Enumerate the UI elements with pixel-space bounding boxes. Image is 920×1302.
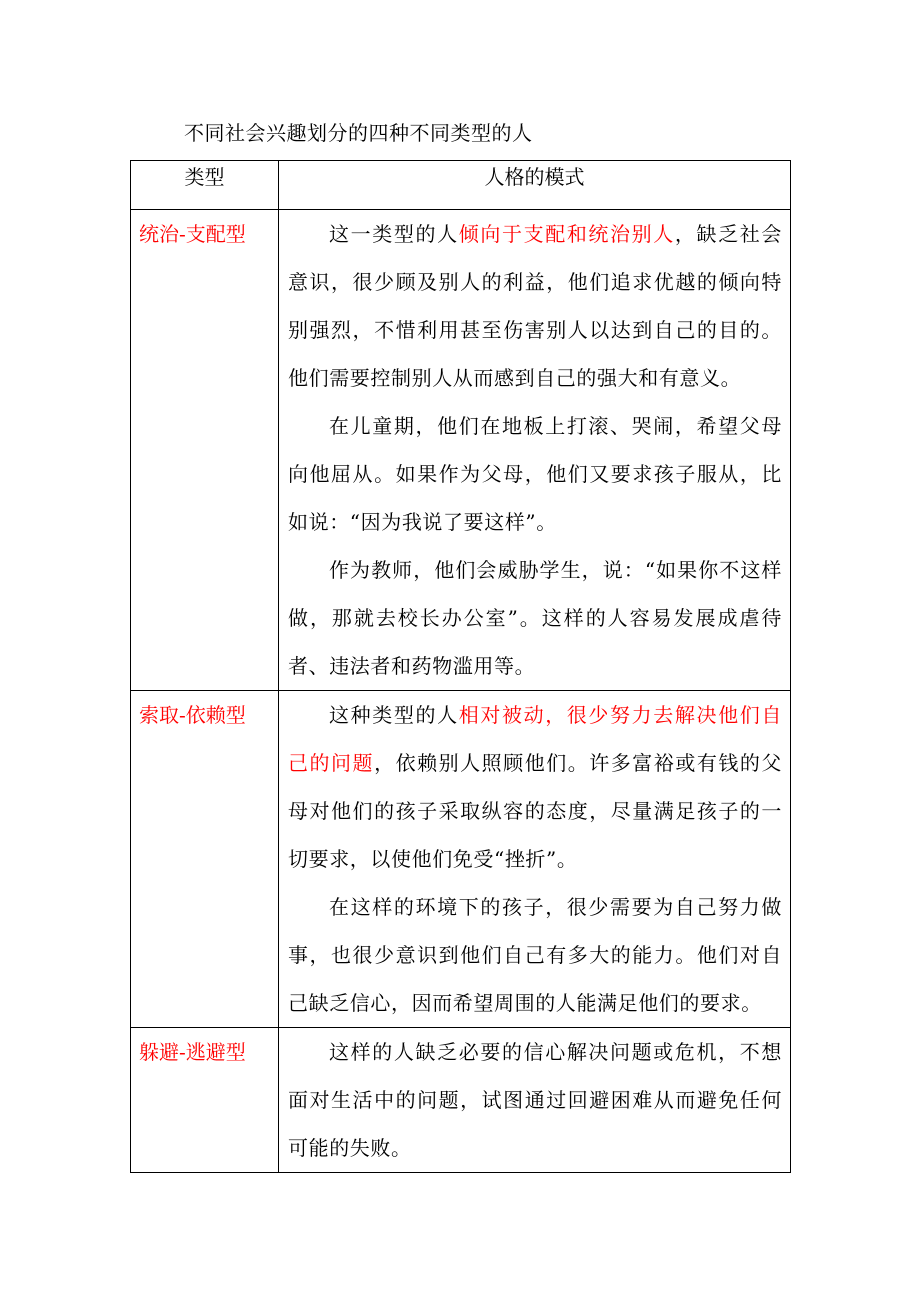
text-span: ，依赖别人照顾他们。许多富裕或有钱的父母对他们的孩子采取纵容的态度，尽量满足孩子的一切要求，以使他们免受“挫折”。 (288, 751, 782, 871)
table-row-avoidant (131, 1028, 791, 1173)
text-span: 这种类型的人 (329, 703, 459, 727)
highlighted-text: 倾向于支配和统治别人 (458, 222, 675, 246)
table-row-dominant (131, 210, 791, 691)
paragraph: 在儿童期，他们在地板上打滚、哭闹，希望父母向他屈从。如果作为父母，他们又要求孩子服从，比如说：“因为我说了要这样”。 (288, 414, 782, 534)
text-span: ，缺乏社会意识，很少顾及别人的利益，他们追求优越的倾向特别强烈，不惜利用甚至伤害别人以达到自己的目的。他们需要控制别人从而感到自己的强大和有意义。 (288, 222, 782, 390)
paragraph (288, 691, 782, 883)
type-label-dominant: 统治-支配型 (131, 210, 279, 691)
paragraph (288, 210, 782, 402)
paragraph: 这样的人缺乏必要的信心解决问题或危机，不想面对生活中的问题，试图通过回避困难从而避免任何可能的失败。 (288, 1040, 782, 1160)
type-label-avoidant: 躲避-逃避型 (131, 1028, 279, 1173)
paragraph: 作为教师，他们会威胁学生，说：“如果你不这样做，那就去校长办公室”。这样的人容易发展成虐待者、违法者和药物滥用等。 (288, 558, 782, 678)
type-label-dependent: 索取-依赖型 (131, 691, 279, 1028)
table-row-dependent (131, 691, 791, 1028)
text-span: 这一类型的人 (329, 222, 459, 246)
header-type: 类型 (131, 161, 279, 210)
table-header-row (131, 161, 791, 210)
pattern-cell-avoidant (279, 1028, 791, 1173)
pattern-cell-dominant (279, 210, 791, 691)
document-title: 不同社会兴趣划分的四种不同类型的人 (184, 121, 533, 145)
personality-types-table (130, 160, 791, 1173)
pattern-cell-dependent (279, 691, 791, 1028)
highlighted-text: 相对被动，很少努力去解决他们自己的问题 (288, 703, 782, 775)
paragraph: 在这样的环境下的孩子，很少需要为自己努力做事，也很少意识到他们自己有多大的能力。他们对自己缺乏信心，因而希望周围的人能满足他们的要求。 (288, 895, 782, 1015)
header-pattern: 人格的模式 (279, 161, 791, 210)
